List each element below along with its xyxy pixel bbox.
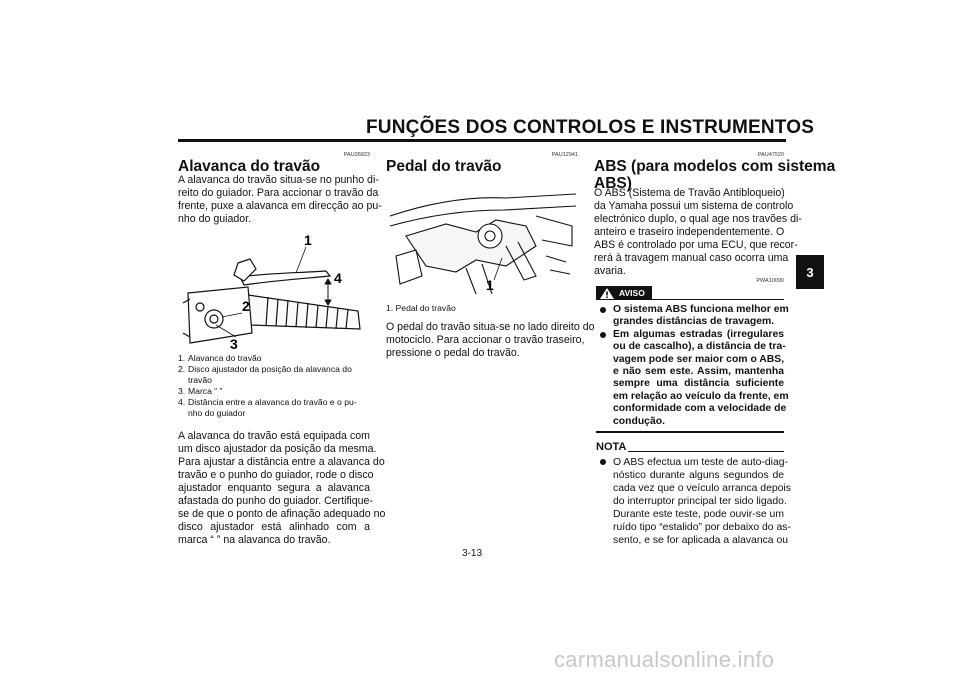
warning-list [596,304,789,428]
figure-label-1: 1 [304,233,312,248]
footer-watermark: carmanualsonline.info [554,647,775,672]
warning-top-rule [596,299,784,300]
brake-lever-illustration [178,233,370,351]
bullet-icon [600,459,606,465]
bullet-icon [600,332,606,338]
brake-pedal-caption: 1. Pedal do travão [386,303,456,313]
bullet-icon [600,307,606,313]
brake-pedal-illustration [386,176,578,296]
brake-pedal-body: O pedal do travão situa-se no lado direito do motociclo. Para accionar o travão traseiro, pressione o pedal do travão. [386,321,595,359]
page-title: FUNÇÕES DOS CONTROLOS E INSTRUMENTOS [366,117,815,138]
note-list [596,456,791,547]
abs-body: O ABS (Sistema de Travão Antibloqueio) da Yamaha possui um sistema de controlo electrónico duplo, o qual age nos travões di- anteiro e traseiro independentemente. O ABS é controlado por uma ECU, que recor- rerá à travagem manual caso ocorra uma avaria. [594,187,802,277]
warning-badge: AVISO [596,286,652,300]
brake-lever-body: A alavanca do travão está equipada com um disco ajustador da posição da mesma. Para ajustar a distância entre a alavanca do travão e o punho do guiador, rode o disco ajustador enquanto segura a alavanca afastada do punho do guiador. Certifique- se de que o ponto de afinação adequado no disco ajustador está alinhado com a marca “ ” na alavanca do travão. [178,430,386,546]
chapter-tab: 3 [796,255,824,289]
section-title-brake-pedal: Pedal do travão [386,158,502,175]
brake-lever-captions: 1. Alavanca do travão 2. Disco ajustador da posição da alavanca do travão 3. Marca “ ” 4. Distância entre a alavanca do travão e o pu-nho do guiador [178,353,357,418]
figure-label-2: 2 [242,298,250,314]
section-code: PAU47520 [757,152,784,158]
section-title-brake-lever: Alavanca do travão [178,158,321,175]
figure-label-3: 3 [230,336,238,351]
note-label: NOTA [596,441,627,453]
figure-label-4: 4 [334,270,342,286]
note-item: O ABS efectua um teste de auto-diag- nóstico durante alguns segundos de cada vez que o veículo arranca depois do interruptor principal ter sido ligado. Durante este teste, pode ouvir-se um ruído tipo “estalido” por debaixo do as- sento, e se for aplicada a alavanca ou [596,456,784,547]
warning-code: PWA10090 [756,278,784,284]
warning-item: O sistema ABS funciona melhor em grandes distâncias de travagem. [596,304,784,329]
section-code: PAU12941 [551,152,578,158]
warning-bottom-rule [596,431,784,433]
note-rule [628,451,784,452]
section-code: PAU26823 [343,152,370,158]
warning-item: Em algumas estradas (irregulares ou de cascalho), a distância de tra- vagem pode ser maior com o ABS, e não sem este. Assim, mantenha sempre uma distância suficiente em relação ao veículo da frente, em conformidade com a velocidade de condução. [596,329,784,428]
section-title-abs: ABS (para modelos com sistema ABS) [594,158,836,192]
warning-triangle-icon [599,287,615,300]
brake-lever-intro: A alavanca do travão situa-se no punho di- reito do guiador. Para accionar o travão da frente, puxe a alavanca em direcção ao pu- nho do guiador. [178,174,382,225]
page-number: 3-13 [462,548,483,559]
header-rule [178,139,786,142]
figure-label-1: 1 [486,277,494,293]
